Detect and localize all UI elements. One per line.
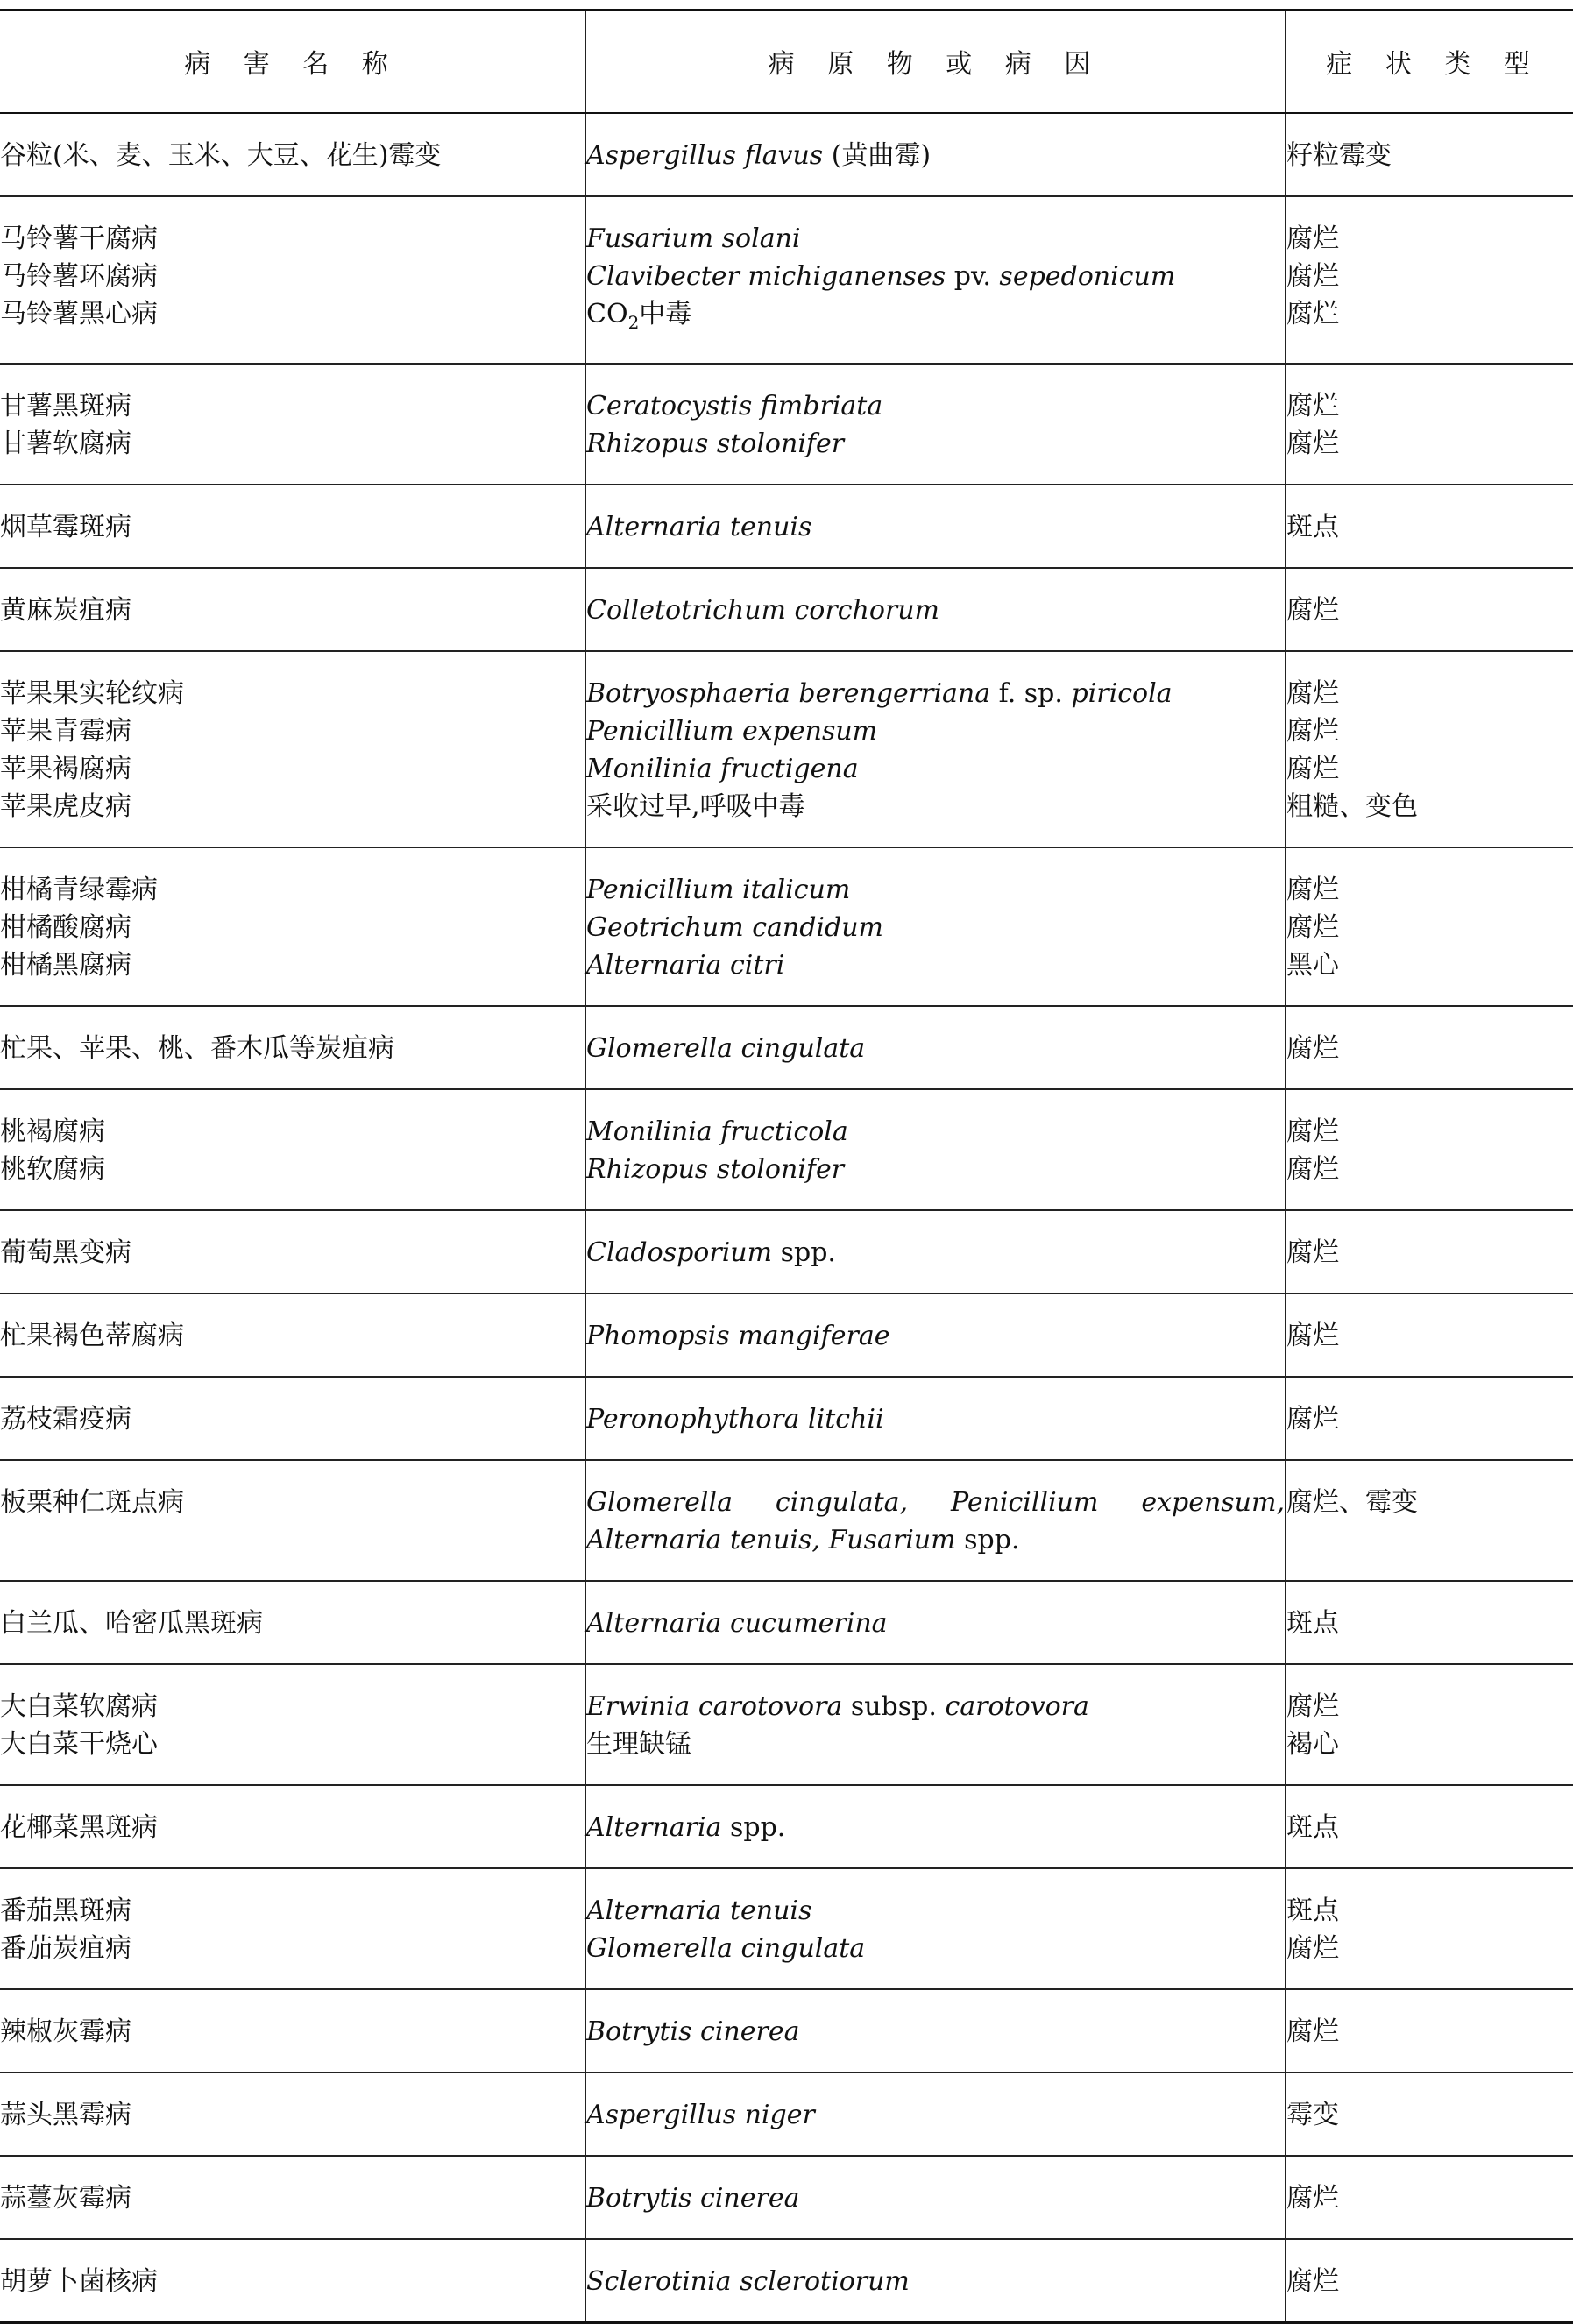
symptom: 腐烂 bbox=[1286, 715, 1339, 747]
disease-table bbox=[0, 9, 1573, 2324]
cause-cell bbox=[585, 485, 1286, 568]
symptom: 腐烂 bbox=[1286, 260, 1339, 292]
symptom-cell bbox=[1286, 847, 1573, 1006]
scientific-name: Alternaria bbox=[586, 1811, 722, 1843]
cause-cell bbox=[585, 364, 1286, 485]
cause-cell bbox=[585, 1006, 1286, 1089]
symptom-cell bbox=[1286, 1293, 1573, 1377]
symptom-cell bbox=[1286, 485, 1573, 568]
cause-line bbox=[586, 425, 1285, 463]
disease-name: 黄麻炭疽病 bbox=[0, 594, 131, 626]
disease-name-cell bbox=[0, 1006, 585, 1089]
cause-line bbox=[586, 712, 1285, 750]
disease-name: 荔枝霜疫病 bbox=[0, 1403, 131, 1435]
scientific-name: Ceratocystis fimbriata bbox=[586, 390, 883, 422]
cause-line bbox=[586, 258, 1285, 295]
symptom: 粗糙、变色 bbox=[1286, 790, 1418, 822]
cause-line bbox=[586, 2179, 1285, 2217]
cause-line bbox=[586, 1688, 1285, 1725]
cause-cell bbox=[585, 2239, 1286, 2323]
table-row bbox=[0, 1989, 1573, 2072]
symptom-cell bbox=[1286, 196, 1573, 364]
disease-name: 蒜薹灰霉病 bbox=[0, 2182, 131, 2214]
scientific-name: Aspergillus flavus bbox=[586, 139, 824, 171]
cause-line bbox=[586, 1930, 1285, 1967]
symptom: 黑心 bbox=[1286, 949, 1339, 981]
disease-name: 花椰菜黑斑病 bbox=[0, 1811, 158, 1843]
symptom-cell bbox=[1286, 568, 1573, 651]
cause-cell bbox=[585, 1210, 1286, 1293]
scientific-name: carotovora bbox=[945, 1690, 1089, 1722]
cause-line bbox=[586, 1234, 1285, 1272]
symptom: 腐烂 bbox=[1286, 1032, 1339, 1064]
table-body bbox=[0, 113, 1573, 2323]
cause-qualifier: spp. bbox=[721, 1811, 786, 1843]
symptom-cell bbox=[1286, 651, 1573, 847]
cause-line bbox=[586, 750, 1285, 788]
disease-name: 马铃薯环腐病 bbox=[0, 260, 158, 292]
cause-line bbox=[586, 909, 1285, 946]
table-row bbox=[0, 1460, 1573, 1581]
header-symptom: 症 状 类 型 bbox=[1286, 11, 1573, 113]
cause-subscript: 2 bbox=[627, 311, 640, 333]
symptom-cell bbox=[1286, 1089, 1573, 1210]
symptom-cell bbox=[1286, 1581, 1573, 1664]
cause-line bbox=[586, 508, 1285, 546]
symptom: 腐烂、霉变 bbox=[1286, 1486, 1418, 1518]
disease-name: 马铃薯黑心病 bbox=[0, 298, 158, 329]
cause-line bbox=[586, 592, 1285, 629]
disease-name: 甘薯软腐病 bbox=[0, 428, 131, 459]
table-row bbox=[0, 2072, 1573, 2156]
disease-name: 杧果褐色蒂腐病 bbox=[0, 1320, 184, 1351]
symptom: 籽粒霉变 bbox=[1286, 139, 1392, 171]
scientific-name: Penicillium expensum bbox=[586, 715, 878, 747]
scientific-name: Monilinia fructicola bbox=[586, 1116, 848, 1147]
table-row bbox=[0, 1210, 1573, 1293]
cause-cell bbox=[585, 113, 1286, 196]
symptom-cell bbox=[1286, 364, 1573, 485]
disease-name-cell bbox=[0, 1460, 585, 1581]
scientific-name: Phomopsis mangiferae bbox=[586, 1320, 890, 1351]
disease-name-cell bbox=[0, 1293, 585, 1377]
symptom: 腐烂 bbox=[1286, 874, 1339, 905]
symptom: 腐烂 bbox=[1286, 753, 1339, 784]
scientific-name: Rhizopus stolonifer bbox=[586, 1153, 845, 1185]
disease-name: 苹果褐腐病 bbox=[0, 753, 131, 784]
symptom-cell bbox=[1286, 1006, 1573, 1089]
cause-qualifier: spp. bbox=[772, 1236, 836, 1268]
symptom: 腐烂 bbox=[1286, 2016, 1339, 2047]
symptom: 腐烂 bbox=[1286, 1690, 1339, 1722]
cause-cell bbox=[585, 2156, 1286, 2239]
scientific-name: Geotrichum candidum bbox=[586, 911, 883, 943]
symptom: 腐烂 bbox=[1286, 428, 1339, 459]
disease-name-cell bbox=[0, 1785, 585, 1868]
table-row bbox=[0, 1006, 1573, 1089]
disease-name: 柑橘黑腐病 bbox=[0, 949, 131, 981]
cause-cell bbox=[585, 1089, 1286, 1210]
cause-line bbox=[586, 220, 1285, 258]
symptom-cell bbox=[1286, 2156, 1573, 2239]
disease-name: 桃褐腐病 bbox=[0, 1116, 105, 1147]
cause-line bbox=[586, 1317, 1285, 1355]
symptom: 斑点 bbox=[1286, 511, 1339, 542]
disease-name: 杧果、苹果、桃、番木瓜等炭疽病 bbox=[0, 1032, 394, 1064]
cause-line bbox=[586, 1892, 1285, 1930]
symptom-cell bbox=[1286, 1460, 1573, 1581]
disease-name: 胡萝卜菌核病 bbox=[0, 2265, 158, 2297]
cause-line bbox=[586, 137, 1285, 174]
symptom-cell bbox=[1286, 1664, 1573, 1785]
disease-name-cell bbox=[0, 1868, 585, 1989]
table-row bbox=[0, 568, 1573, 651]
symptom: 霉变 bbox=[1286, 2099, 1339, 2130]
scientific-name: piricola bbox=[1071, 677, 1173, 709]
cause-line bbox=[586, 1605, 1285, 1642]
cause-cell bbox=[585, 651, 1286, 847]
symptom: 腐烂 bbox=[1286, 2182, 1339, 2214]
scientific-name: Alternaria tenuis bbox=[586, 1895, 812, 1926]
cause-line bbox=[586, 1151, 1285, 1188]
symptom: 腐烂 bbox=[1286, 677, 1339, 709]
scientific-name: Cladosporium bbox=[586, 1236, 773, 1268]
symptom: 腐烂 bbox=[1286, 1153, 1339, 1185]
cause-cell bbox=[585, 847, 1286, 1006]
cause-line bbox=[586, 675, 1285, 712]
symptom: 腐烂 bbox=[1286, 1236, 1339, 1268]
scientific-name: Glomerella cingulata bbox=[586, 1032, 866, 1064]
symptom: 腐烂 bbox=[1286, 298, 1339, 329]
cause-text: CO bbox=[586, 298, 628, 329]
symptom: 腐烂 bbox=[1286, 1320, 1339, 1351]
table-row bbox=[0, 1089, 1573, 1210]
cause-cell bbox=[585, 1293, 1286, 1377]
scientific-name: sepedonicum bbox=[999, 260, 1176, 292]
disease-name: 番茄黑斑病 bbox=[0, 1895, 131, 1926]
cause-cell bbox=[585, 1581, 1286, 1664]
disease-name-cell bbox=[0, 1664, 585, 1785]
disease-name-cell bbox=[0, 113, 585, 196]
scientific-name: Peronophythora litchii bbox=[586, 1403, 884, 1435]
disease-name: 苹果虎皮病 bbox=[0, 790, 131, 822]
table-row bbox=[0, 113, 1573, 196]
disease-name: 番茄炭疽病 bbox=[0, 1932, 131, 1964]
scientific-name: Botrytis cinerea bbox=[586, 2016, 800, 2047]
scientific-name: Alternaria cucumerina bbox=[586, 1607, 888, 1639]
symptom-cell bbox=[1286, 2239, 1573, 2323]
cause-line bbox=[586, 1400, 1285, 1438]
disease-name-cell bbox=[0, 1581, 585, 1664]
disease-name: 白兰瓜、哈密瓜黑斑病 bbox=[0, 1607, 263, 1639]
scientific-name: Sclerotinia sclerotiorum bbox=[586, 2265, 910, 2297]
table-row bbox=[0, 1293, 1573, 1377]
disease-name: 大白菜干烧心 bbox=[0, 1728, 158, 1760]
cause-cell bbox=[585, 1989, 1286, 2072]
scientific-name: Botryosphaeria berengerriana bbox=[586, 677, 991, 709]
table-row bbox=[0, 485, 1573, 568]
symptom: 斑点 bbox=[1286, 1811, 1339, 1843]
table-row bbox=[0, 196, 1573, 364]
cause-cell bbox=[585, 568, 1286, 651]
cause-line bbox=[586, 2263, 1285, 2300]
disease-name-cell bbox=[0, 364, 585, 485]
header-disease-name: 病 害 名 称 bbox=[0, 11, 585, 113]
disease-name: 马铃薯干腐病 bbox=[0, 223, 158, 254]
cause-qualifier: pv. bbox=[946, 260, 1000, 292]
scientific-name: Erwinia carotovora bbox=[586, 1690, 843, 1722]
disease-name: 苹果青霉病 bbox=[0, 715, 131, 747]
scientific-name: Colletotrichum corchorum bbox=[586, 594, 939, 626]
header-row bbox=[0, 11, 1573, 113]
disease-name: 烟草霉斑病 bbox=[0, 511, 131, 542]
symptom-cell bbox=[1286, 1868, 1573, 1989]
cause-cell bbox=[585, 1785, 1286, 1868]
disease-name-cell bbox=[0, 485, 585, 568]
table-row bbox=[0, 364, 1573, 485]
cause-line bbox=[586, 2096, 1285, 2134]
table-row bbox=[0, 1868, 1573, 1989]
cause-line bbox=[586, 387, 1285, 425]
disease-name: 柑橘青绿霉病 bbox=[0, 874, 158, 905]
cause-cell bbox=[585, 196, 1286, 364]
cause-text: 采收过早,呼吸中毒 bbox=[586, 790, 805, 822]
disease-name: 苹果果实轮纹病 bbox=[0, 677, 184, 709]
disease-name-cell bbox=[0, 1989, 585, 2072]
cause-qualifier: spp. bbox=[955, 1524, 1020, 1555]
table-row bbox=[0, 2239, 1573, 2323]
symptom: 腐烂 bbox=[1286, 2265, 1339, 2297]
table-row bbox=[0, 1581, 1573, 1664]
disease-name: 葡萄黑变病 bbox=[0, 1236, 131, 1268]
scientific-name: Botrytis cinerea bbox=[586, 2182, 800, 2214]
symptom: 腐烂 bbox=[1286, 911, 1339, 943]
table-row bbox=[0, 2156, 1573, 2239]
cause-line bbox=[586, 1809, 1285, 1846]
scientific-name: Clavibecter michiganenses bbox=[586, 260, 946, 292]
disease-name-cell bbox=[0, 2239, 585, 2323]
disease-name: 桃软腐病 bbox=[0, 1153, 105, 1185]
scientific-name: Monilinia fructigena bbox=[586, 753, 859, 784]
scientific-name: Alternaria tenuis bbox=[586, 511, 812, 542]
disease-name: 板栗种仁斑点病 bbox=[0, 1486, 184, 1518]
table-row bbox=[0, 1785, 1573, 1868]
table-row bbox=[0, 651, 1573, 847]
cause-line bbox=[586, 871, 1285, 909]
cause-cell bbox=[585, 2072, 1286, 2156]
disease-name: 蒜头黑霉病 bbox=[0, 2099, 131, 2130]
disease-name-cell bbox=[0, 196, 585, 364]
symptom: 腐烂 bbox=[1286, 1932, 1339, 1964]
table-row bbox=[0, 847, 1573, 1006]
symptom: 腐烂 bbox=[1286, 1116, 1339, 1147]
disease-name: 柑橘酸腐病 bbox=[0, 911, 131, 943]
cause-line bbox=[586, 1484, 1285, 1559]
symptom-cell bbox=[1286, 1989, 1573, 2072]
cause-text: 中毒 bbox=[639, 298, 692, 329]
scientific-name: Penicillium italicum bbox=[586, 874, 851, 905]
disease-name: 谷粒(米、麦、玉米、大豆、花生)霉变 bbox=[0, 139, 442, 171]
disease-name: 大白菜软腐病 bbox=[0, 1690, 158, 1722]
cause-text: (黄曲霉) bbox=[823, 139, 932, 171]
symptom-cell bbox=[1286, 1210, 1573, 1293]
cause-qualifier: subsp. bbox=[842, 1690, 946, 1722]
cause-line bbox=[586, 1725, 1285, 1763]
symptom: 腐烂 bbox=[1286, 223, 1339, 254]
scientific-name: Glomerella cingulata bbox=[586, 1932, 866, 1964]
disease-name: 辣椒灰霉病 bbox=[0, 2016, 131, 2047]
cause-cell bbox=[585, 1377, 1286, 1460]
cause-qualifier: f. sp. bbox=[990, 677, 1072, 709]
cause-line bbox=[586, 788, 1285, 825]
cause-line bbox=[586, 2013, 1285, 2051]
scientific-name: Glomerella cingulata, Penicillium expensum, Alternaria tenuis, Fusarium bbox=[586, 1486, 1285, 1555]
scientific-name: Aspergillus niger bbox=[586, 2099, 815, 2130]
scientific-name: Fusarium solani bbox=[586, 223, 801, 254]
cause-cell bbox=[585, 1868, 1286, 1989]
disease-name-cell bbox=[0, 2072, 585, 2156]
disease-name-cell bbox=[0, 568, 585, 651]
symptom-cell bbox=[1286, 113, 1573, 196]
symptom: 褐心 bbox=[1286, 1728, 1339, 1760]
cause-line bbox=[586, 295, 1285, 342]
symptom-cell bbox=[1286, 2072, 1573, 2156]
symptom: 腐烂 bbox=[1286, 594, 1339, 626]
disease-name-cell bbox=[0, 1089, 585, 1210]
cause-line bbox=[586, 1030, 1285, 1067]
table-row bbox=[0, 1664, 1573, 1785]
symptom: 斑点 bbox=[1286, 1895, 1339, 1926]
disease-name: 甘薯黑斑病 bbox=[0, 390, 131, 422]
cause-line bbox=[586, 1113, 1285, 1151]
symptom: 斑点 bbox=[1286, 1607, 1339, 1639]
symptom-cell bbox=[1286, 1785, 1573, 1868]
symptom: 腐烂 bbox=[1286, 1403, 1339, 1435]
symptom-cell bbox=[1286, 1377, 1573, 1460]
cause-cell bbox=[585, 1664, 1286, 1785]
cause-cell bbox=[585, 1460, 1286, 1581]
scientific-name: Alternaria citri bbox=[586, 949, 785, 981]
disease-name-cell bbox=[0, 847, 585, 1006]
disease-name-cell bbox=[0, 1377, 585, 1460]
header-cause: 病 原 物 或 病 因 bbox=[585, 11, 1286, 113]
symptom: 腐烂 bbox=[1286, 390, 1339, 422]
disease-name-cell bbox=[0, 2156, 585, 2239]
scientific-name: Rhizopus stolonifer bbox=[586, 428, 845, 459]
cause-line bbox=[586, 946, 1285, 984]
cause-text: 生理缺锰 bbox=[586, 1728, 691, 1760]
table-row bbox=[0, 1377, 1573, 1460]
disease-name-cell bbox=[0, 1210, 585, 1293]
disease-name-cell bbox=[0, 651, 585, 847]
